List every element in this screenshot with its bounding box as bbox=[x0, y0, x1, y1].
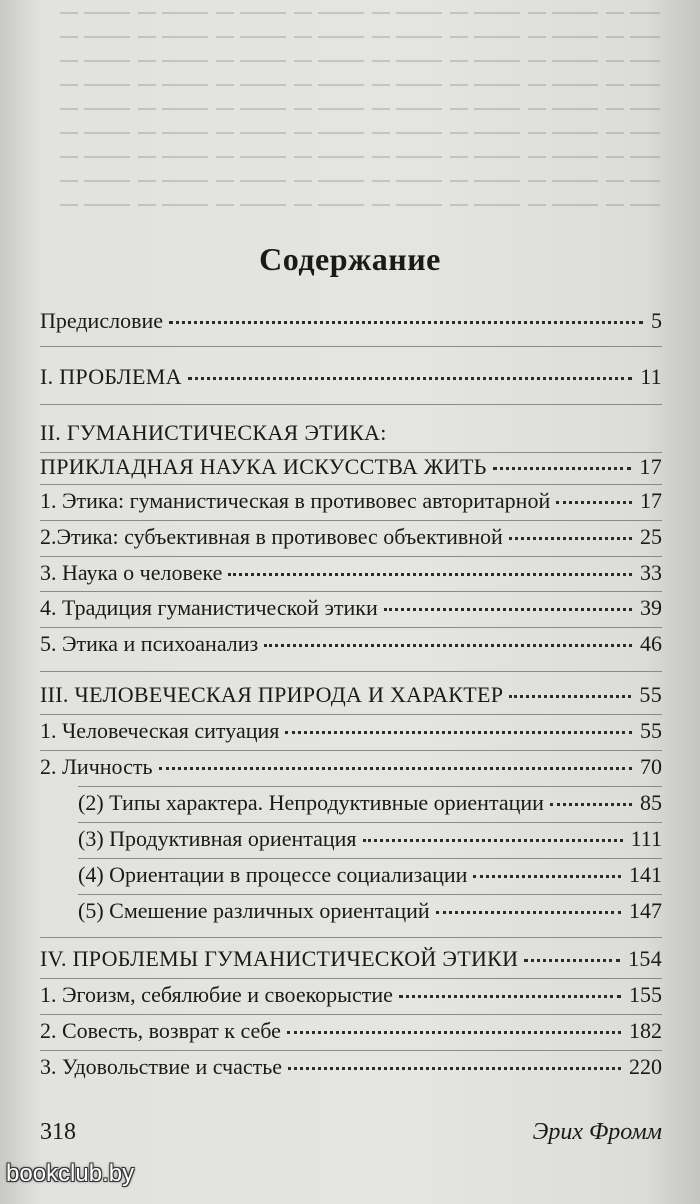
divider bbox=[40, 937, 662, 938]
toc-entry-page: 5 bbox=[651, 308, 662, 333]
toc-entry-title: (4) Ориентации в процессе социализации bbox=[78, 862, 468, 887]
toc-entry-page: 25 bbox=[640, 524, 662, 549]
leader-dots bbox=[169, 320, 643, 324]
toc-entry-page: 182 bbox=[629, 1018, 662, 1043]
toc-entry-page: 17 bbox=[640, 488, 662, 513]
toc-entry-page: 55 bbox=[640, 718, 662, 743]
toc-entry-page: 11 bbox=[640, 364, 662, 389]
toc-subentry bbox=[78, 860, 662, 890]
running-footer-author: Эрих Фромм bbox=[532, 1119, 662, 1145]
divider bbox=[78, 822, 662, 823]
toc-entry bbox=[40, 452, 662, 482]
toc-entry bbox=[40, 716, 662, 746]
leader-dots bbox=[550, 802, 632, 806]
toc-entry-title: I. ПРОБЛЕМА bbox=[40, 364, 182, 389]
toc-entry-page: 111 bbox=[630, 826, 662, 851]
toc-heading: Содержание bbox=[259, 241, 441, 277]
toc-subentry bbox=[78, 896, 662, 926]
page-number: 318 bbox=[40, 1119, 76, 1145]
divider bbox=[78, 894, 662, 895]
toc-entry bbox=[40, 980, 662, 1010]
toc-entry-title: ПРИКЛАДНАЯ НАУКА ИСКУССТВА ЖИТЬ bbox=[40, 454, 487, 479]
leader-dots bbox=[288, 1066, 621, 1070]
toc-entry-title: Предисловие bbox=[40, 308, 163, 333]
divider bbox=[40, 1014, 662, 1015]
toc-entry-page: 141 bbox=[629, 862, 662, 887]
divider bbox=[40, 978, 662, 979]
toc-entry-title: 3. Наука о человеке bbox=[40, 560, 223, 585]
divider bbox=[78, 858, 662, 859]
toc-entry-title: (5) Смешение различных ориентаций bbox=[78, 898, 430, 923]
divider bbox=[40, 714, 662, 715]
divider bbox=[78, 786, 662, 787]
divider bbox=[40, 556, 662, 557]
toc-entry bbox=[40, 629, 662, 659]
toc-entry-title: 1. Эгоизм, себялюбие и своекорыстие bbox=[40, 982, 393, 1007]
toc-entry bbox=[40, 306, 662, 336]
divider bbox=[40, 1050, 662, 1051]
toc-part-title: II. ГУМАНИСТИЧЕСКАЯ ЭТИКА: bbox=[40, 420, 387, 445]
toc-entry-title: (3) Продуктивная ориентация bbox=[78, 826, 357, 851]
toc-entry-page: 147 bbox=[629, 898, 662, 923]
toc-entry bbox=[40, 680, 662, 710]
leader-dots bbox=[264, 643, 632, 647]
toc-entry-page: 155 bbox=[629, 982, 662, 1007]
toc-entry-page: 17 bbox=[639, 454, 662, 479]
toc-subentry bbox=[78, 788, 662, 818]
toc-entry-page: 70 bbox=[640, 754, 662, 779]
leader-dots bbox=[493, 466, 632, 470]
toc-entry-page: 46 bbox=[640, 631, 662, 656]
leader-dots bbox=[436, 910, 621, 914]
toc-entry-page: 33 bbox=[640, 560, 662, 585]
leader-dots bbox=[285, 730, 632, 734]
toc-entry-title: 1. Этика: гуманистическая в противовес авторитарной bbox=[40, 488, 551, 513]
toc-entry-title: 3. Удовольствие и счастье bbox=[40, 1054, 283, 1079]
toc-entry-title: 1. Человеческая ситуация bbox=[40, 718, 280, 743]
divider bbox=[40, 671, 662, 672]
toc-entry-title: 2.Этика: субъективная в противовес объективной bbox=[40, 524, 503, 549]
divider bbox=[40, 750, 662, 751]
toc-entry bbox=[40, 522, 662, 552]
leader-dots bbox=[188, 376, 632, 380]
leader-dots bbox=[399, 994, 621, 998]
watermark: bookclub.by bbox=[6, 1160, 135, 1187]
leader-dots bbox=[363, 838, 623, 842]
toc-entry bbox=[40, 362, 662, 392]
toc-entry-title: IV. ПРОБЛЕМЫ ГУМАНИСТИЧЕСКОЙ ЭТИКИ bbox=[40, 946, 519, 971]
leader-dots bbox=[228, 572, 632, 576]
toc-entry bbox=[40, 1016, 662, 1046]
leader-dots bbox=[556, 500, 632, 504]
toc-entry bbox=[40, 944, 662, 974]
toc-entry-page: 85 bbox=[640, 790, 662, 815]
divider bbox=[40, 591, 662, 592]
divider bbox=[40, 627, 662, 628]
toc-entry-page: 39 bbox=[640, 595, 662, 620]
toc-entry-title: 2. Совесть, возврат к себе bbox=[40, 1018, 281, 1043]
toc-subentry bbox=[78, 824, 662, 854]
toc-entry bbox=[40, 558, 662, 588]
leader-dots bbox=[524, 958, 620, 962]
toc-entry-page: 154 bbox=[628, 946, 662, 971]
leader-dots bbox=[509, 536, 632, 540]
toc-entry-page: 220 bbox=[629, 1054, 662, 1079]
leader-dots bbox=[509, 694, 631, 698]
leader-dots bbox=[159, 766, 633, 770]
leader-dots bbox=[384, 607, 632, 611]
toc-entry-title: 2. Личность bbox=[40, 754, 153, 779]
leader-dots bbox=[287, 1030, 621, 1034]
leader-dots bbox=[473, 874, 621, 878]
divider bbox=[40, 346, 662, 347]
toc-entry-title: (2) Типы характера. Непродуктивные ориентации bbox=[78, 790, 544, 815]
toc-entry-page: 55 bbox=[639, 682, 662, 707]
divider bbox=[40, 520, 662, 521]
toc-entry-title: III. ЧЕЛОВЕЧЕСКАЯ ПРИРОДА И ХАРАКТЕР bbox=[40, 682, 504, 707]
toc-entry-title: 5. Этика и психоанализ bbox=[40, 631, 259, 656]
divider bbox=[40, 484, 662, 485]
show-through-text bbox=[60, 0, 660, 250]
toc-entry bbox=[40, 1052, 662, 1082]
toc-entry bbox=[40, 418, 662, 448]
toc-entry bbox=[40, 486, 662, 516]
toc-entry-title: 4. Традиция гуманистической этики bbox=[40, 595, 378, 620]
toc-entry bbox=[40, 593, 662, 623]
divider bbox=[40, 404, 662, 405]
toc-entry bbox=[40, 752, 662, 782]
